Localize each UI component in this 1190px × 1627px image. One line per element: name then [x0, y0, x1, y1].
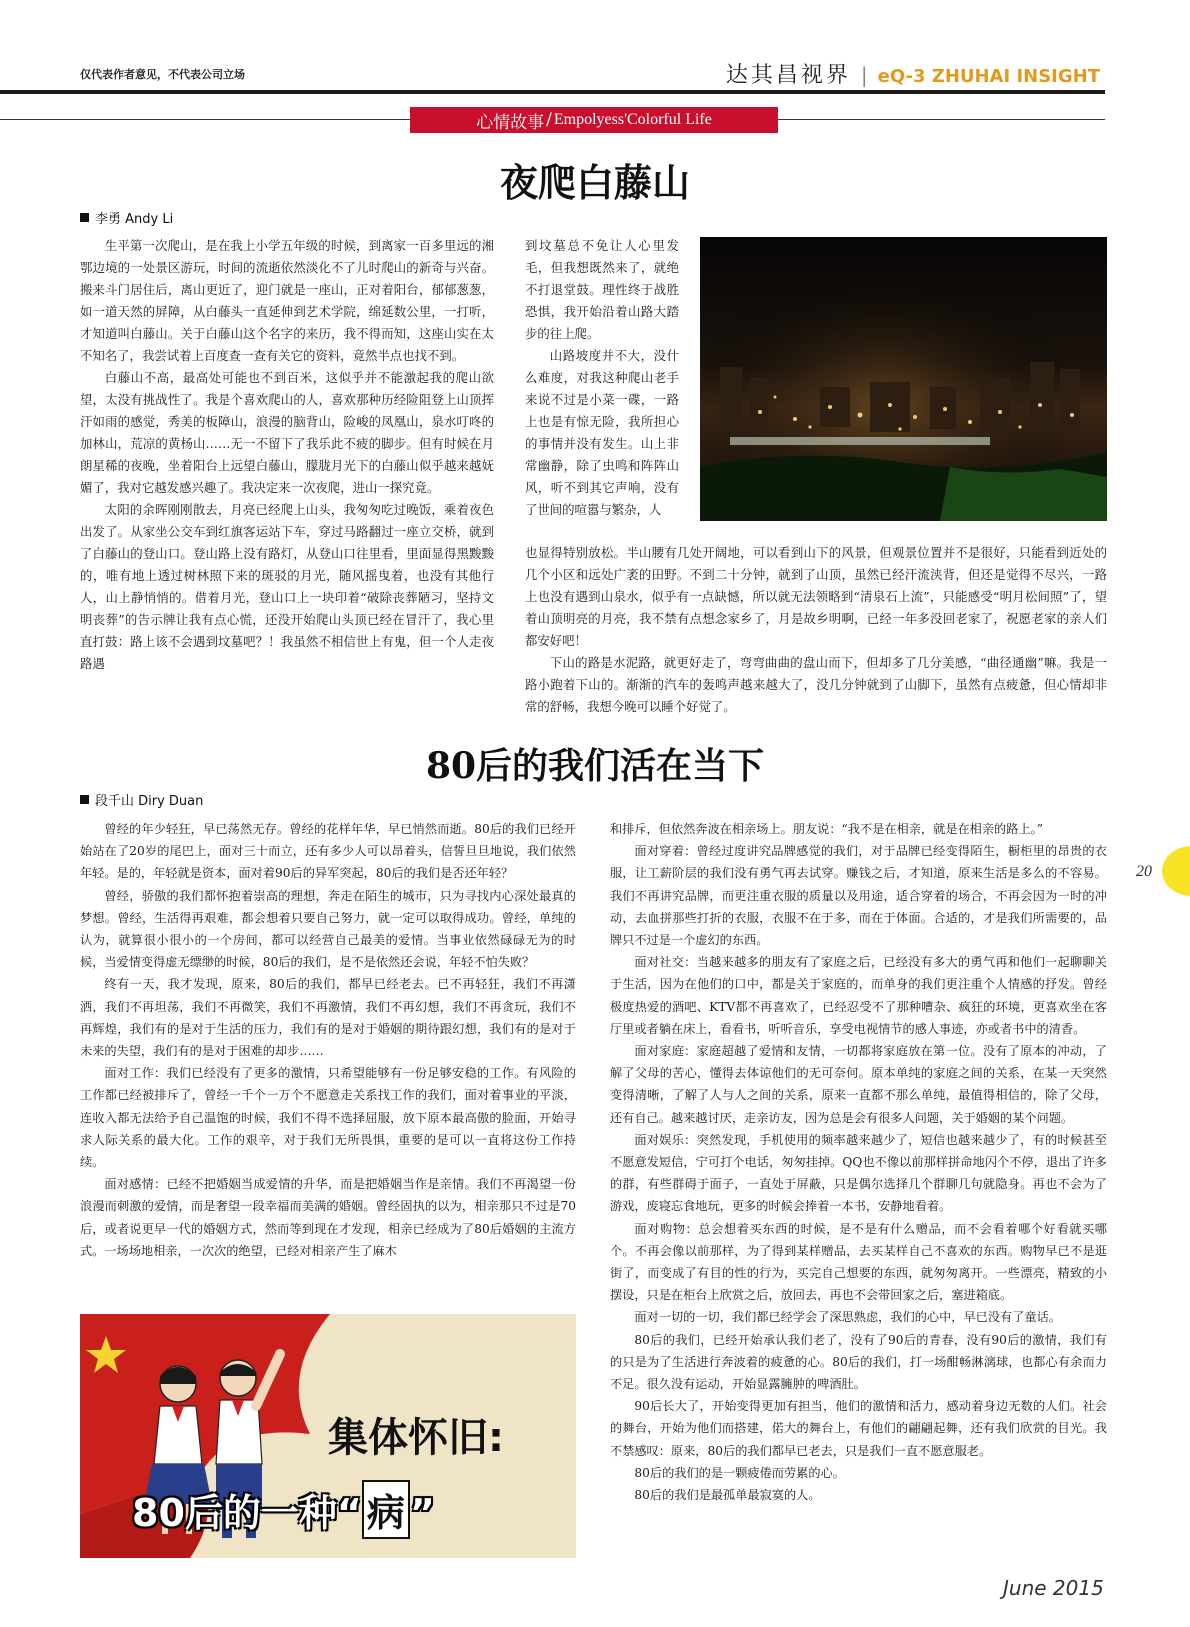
- paragraph: 曾经，骄傲的我们都怀抱着崇高的理想，奔走在陌生的城市，只为寻找内心深处最真的梦想。曾经，生活得再艰难，都会想着只要自己努力，就一定可以取得成功。曾经，单纯的认为，就算很小很小的一个房间，都可以经营自己最美的爱情。当事业依然碌碌无为的时候，当爱情变得虚无缥缈的时候，80后的我们，是不是依然还会说，年轻不怕失败？: [80, 888, 576, 970]
- issue-date: June 2015: [1003, 1576, 1104, 1600]
- paragraph: 面对一切的一切，我们都已经学会了深思熟虑，我们的心中，早已没有了童话。: [634, 1310, 1061, 1325]
- paragraph: 面对穿着：曾经过度讲究品牌感觉的我们，对于品牌已经变得陌生，橱柜里的昂贵的衣服，让工薪阶层的我们没有勇气再去试穿。赚钱之后，才知道，原来生活是多么的不容易。我们不再讲究品牌，而更注重衣服的质量以及用途，适合穿着的场合，不再会因为一时的冲动，去血拼那些打折的衣服，衣服不在于多，而在于体面。合适的，才是我们所需要的，品牌只不过是一个虚幻的东西。: [610, 844, 1107, 948]
- poster-caption-line1: 集体怀旧:: [328, 1415, 504, 1461]
- brand-english-name: eQ-3 ZHUHAI INSIGHT: [877, 66, 1100, 87]
- paragraph: 山路坡度并不大，没什么难度，对我这种爬山老手来说不过是小菜一碟，一路上也是有惊无险，我所担心的事情并没有发生。山上非常幽静，除了虫鸣和阵阵山风，听不到其它声响，没有了世间的喧嚣与繁杂，人: [525, 348, 679, 517]
- paragraph: 下山的路是水泥路，就更好走了，弯弯曲曲的盘山而下，但却多了几分美感，“曲径通幽”嘛。我是一路小跑着下山的。渐渐的汽车的轰鸣声越来越大了，没几分钟就到了山脚下，虽然有点疲惫，但心情却非常的舒畅，我想今晚可以睡个好觉了。: [525, 655, 1107, 714]
- brand-separator: |: [860, 63, 868, 87]
- article2-right-column: [610, 818, 1107, 1562]
- night-city-photo: [700, 237, 1107, 521]
- paragraph: 面对娱乐：突然发现，手机使用的频率越来越少了，短信也越来越少了，有的时候甚至不愿意发短信，宁可打个电话，匆匆挂掉。QQ也不像以前那样拼命地闪个不停，退出了许多的群，有些群碍于面子，一直处于屏蔽，只是偶尔选择几个群聊几句就隐身。再也不会为了游戏，废寝忘食地玩，更多的时候会捧着一本书，安静地看着。: [610, 1132, 1107, 1214]
- paragraph: 到坟墓总不免让人心里发毛，但我想既然来了，就绝不打退堂鼓。理性终于战胜恐惧，我开始沿着山路大踏步的往上爬。: [525, 238, 679, 341]
- paragraph: 80后的我们，已经开始承认我们老了，没有了90后的青春，没有90后的激情，我们有的只是为了生活进行奔波着的疲惫的心。80后的我们，打一场酣畅淋漓球，也都心有余而力不足。很久没有运动，开始显露臃肿的啤酒肚。: [610, 1332, 1107, 1392]
- paragraph: 80后的我们的是一颗疲倦而劳累的心。: [634, 1465, 845, 1480]
- square-bullet-icon: [80, 213, 89, 222]
- article2-author: [80, 790, 203, 809]
- paragraph: 太阳的余晖刚刚散去，月亮已经爬上山头，我匆匆吃过晚饭，乘着夜色出发了。从家坐公交车到红旗客运站下车，穿过马路翻过一座立交桥，就到了白藤山的登山口。登山路上没有路灯，从登山口往里看，里面显得黑黢黢的，唯有地上透过树林照下来的斑驳的月光，随风摇曳着，也没有其他行人，山上静悄悄的。借着月光，登山口上一块印着“破除丧葬陋习，坚持文明丧葬”的告示牌让我有点心慌，还没开始爬山头顶已经在冒汗了，我心里直打鼓：路上该不会遇到坟墓吧？！我虽然不相信世上有鬼，但一个人走夜路遇: [80, 502, 494, 671]
- section-separator: /: [546, 110, 552, 130]
- poster-caption-line2: [132, 1480, 435, 1539]
- paragraph: 面对感情：已经不把婚姻当成爱情的升华，而是把婚姻当作是亲情。我们不再渴望一份浪漫而刺激的爱情，而是奢望一段幸福而美满的婚姻。曾经固执的以为，相亲那只不过是70后，或者说更早一代的婚姻方式，然而等到现在才发现，相亲已经成为了80后婚姻的主流方式。一场场地相亲，一次次的绝望，已经对相亲产生了麻木: [80, 1177, 576, 1258]
- brand-masthead: [726, 58, 1100, 89]
- article2-title: 80后的我们活在当下: [425, 745, 765, 787]
- article1-right-narrow-column: [525, 235, 679, 539]
- header-rule-thick: [0, 90, 1105, 94]
- poster-caption-part-a: 80后的一种“: [132, 1491, 362, 1535]
- paragraph: 面对工作：我们已经没有了更多的激情，只希望能够有一份足够安稳的工作。有风险的工作都已经被排斥了，曾经一千个一万个不愿意走关系找工作的我们，面对着事业的平淡，连收入都无法给予自己温饱的时候，我们不得不选择屈服，放下原本最高傲的脸面，开始寻求人际关系的最大化。工作的艰辛，对于我们无所畏惧，重要的是可以一直将这份工作持续。: [80, 1066, 576, 1170]
- paragraph: 和排斥，但依然奔波在相亲场上。朋友说：“我不是在相亲，就是在相亲的路上。”: [610, 822, 1043, 836]
- paragraph: 也显得特别放松。半山腰有几处开阔地，可以看到山下的风景，但观景位置并不是很好，只能看到近处的几个小区和远处广袤的田野。不到二十分钟，就到了山顶，虽然已经汗流浃背，但还是觉得不尽兴，一路上也没有遇到山泉水，似乎有一点缺憾，所以就无法领略到“清泉石上流”，只能感受“明月松间照”了，望着山顶明亮的月亮，我不禁有点想念家乡了，月是故乡明啊，已经一年多没回老家了，祝愿老家的亲人们都安好吧！: [525, 545, 1107, 648]
- paragraph: 曾经的年少轻狂，早已荡然无存。曾经的花样年华，早已悄然而逝。80后的我们已经开始站在了20岁的尾巴上，面对三十而立，还有多少人可以昂着头，信誓旦旦地说，我们依然年轻。是的，年轻就是资本，面对着90后的异军突起，80后的我们是否还年轻？: [80, 822, 576, 881]
- paragraph: 面对购物：总会想着买东西的时候，是不是有什么赠品，而不会看着哪个好看就买哪个。不再会像以前那样，为了得到某样赠品，去买某样自己不喜欢的东西。购物早已不是逛街了，而变成了有目的性的行为，买完自己想要的东西，就匆匆离开。一些漂亮，精致的小摆设，只是在柜台上欣赏之后，放回去，再也不会带回家之后，塞进箱底。: [610, 1221, 1107, 1303]
- article1-right-wide-column: [525, 542, 1107, 718]
- paragraph: 生平第一次爬山，是在我上小学五年级的时候，到离家一百多里远的湘鄂边境的一处景区游玩，时间的流逝依然淡化不了儿时爬山的新奇与兴奋。搬来斗门居住后，离山更近了，迎门就是一座山，正对着阳台，郁郁葱葱，如一道天然的屏障，从白藤头一直延伸到艺术学院，绵延数公里，一打听，才知道叫白藤山。关于白藤山这个名字的来历，我不得而知，这座山实在太不知名了，我尝试着上百度查一查有关它的资料，竟然半点也找不到。: [80, 238, 494, 363]
- page-tab-marker: [1162, 846, 1190, 896]
- section-title-en: Empolyess'Colorful Life: [553, 111, 712, 128]
- nostalgia-poster-image: [80, 1314, 576, 1558]
- section-banner: [410, 107, 778, 133]
- poster-caption-sick-word: 病: [362, 1480, 410, 1539]
- paragraph: 80后的我们是最孤单最寂寞的人。: [634, 1488, 821, 1503]
- article2-author-name: 段千山 Diry Duan: [95, 794, 204, 809]
- article1-title: 夜爬白藤山: [499, 160, 690, 205]
- poster-caption-part-c: ”: [409, 1491, 435, 1535]
- paragraph: 白藤山不高，最高处可能也不到百米，这似乎并不能激起我的爬山欲望，太没有挑战性了。我是个喜欢爬山的人，喜欢那种历经险阻登上山顶挥汗如雨的感觉，秀美的板障山，浪漫的脑背山，险峻的凤凰山，泉水叮咚的加林山，荒凉的黄杨山……无一不留下了我乐此不疲的脚步。但有时候在月朗星稀的夜晚，坐着阳台上远望白藤山，朦胧月光下的白藤山似乎越来越妩媚了，我对它越发感兴趣了。我决定来一次夜爬，进山一探究竟。: [80, 370, 494, 495]
- paragraph: 终有一天，我才发现，原来，80后的我们，都早已经老去。已不再轻狂，我们不再潇洒，我们不再坦荡，我们不再微笑，我们不再激情，我们不再幻想，我们不再贪玩，我们不再辉煌，我们有的是对于生活的压力，我们有的是对于婚姻的期待跟幻想，我们有的是对于未来的失望，我们有的是对于困难的却步……: [80, 977, 576, 1059]
- square-bullet-icon: [80, 795, 89, 804]
- article2-left-column: [80, 818, 576, 1308]
- disclaimer: 仅代表作者意见，不代表公司立场: [80, 68, 245, 81]
- article1-author-name: 李勇 Andy Li: [95, 212, 174, 227]
- night-cityscape-image: [700, 237, 1107, 521]
- page-number: 20: [1136, 863, 1152, 880]
- brand-chinese-name: 达其昌视界: [725, 63, 851, 88]
- article1-author: [80, 208, 173, 227]
- paragraph: 90后长大了，开始变得更加有担当，他们的激情和活力，感动着身边无数的人们。社会的舞台，开始为他们而搭建，偌大的舞台上，有他们的翩翩起舞，还有我们欣赏的目光。我不禁感叹：原来，80后的我们都早已老去，只是我们一直不愿意服老。: [610, 1399, 1107, 1458]
- paragraph: 面对社交：当越来越多的朋友有了家庭之后，已经没有多大的勇气再和他们一起聊聊关于生活，因为在他们的口中，都是关于家庭的，而单身的我们更注重个人情感的抒发。曾经极度热爱的酒吧、KTV都不再喜欢了，已经忍受不了那种嘈杂、疯狂的环境，更喜欢坐在客厅里或者躺在床上，看看书，听听音乐，享受电视情节的感人事迹，亦或者书中的清香。: [610, 955, 1107, 1036]
- section-title-cn: 心情故事: [476, 112, 545, 133]
- paragraph: 面对家庭：家庭超越了爱情和友情，一切都将家庭放在第一位。没有了原本的冲动，了解了父母的苦心，懂得去体谅他们的无可奈何。原本单纯的家庭之间的关系，在某一天突然变得清晰，了解了人与人之间的关系，原来一直都不那么单纯，最值得相信的，除了父母，还有自己。越来越讨厌，走亲访友，因为总是会有很多人问题，关于婚姻的某个问题。: [610, 1044, 1107, 1125]
- article1-left-column: [80, 235, 494, 717]
